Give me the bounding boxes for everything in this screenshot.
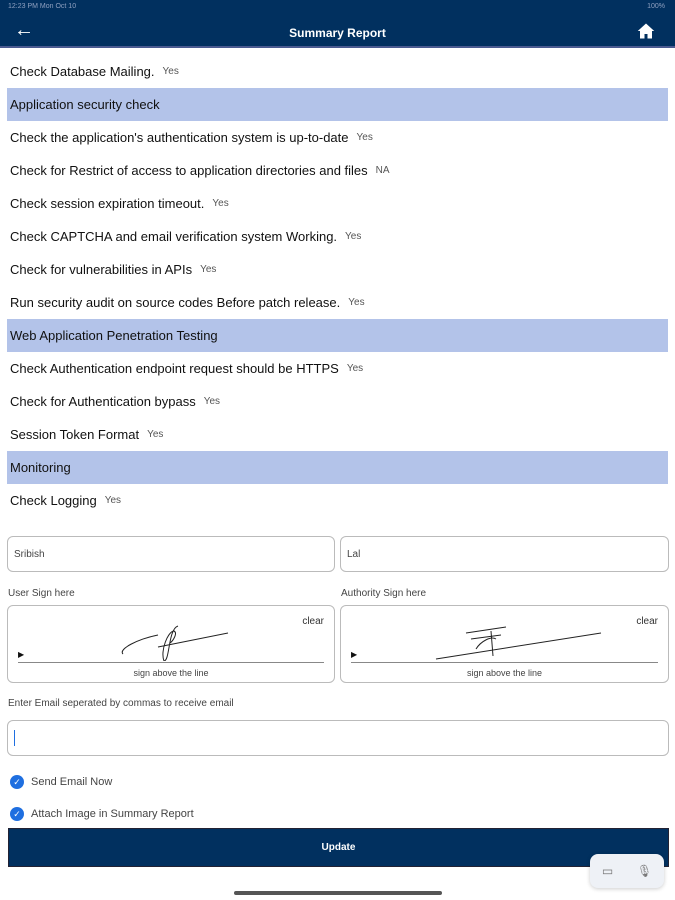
play-arrow-icon: ▶ <box>351 650 358 659</box>
authority-sign-label: Authority Sign here <box>341 588 427 599</box>
keyboard-toolbar <box>590 854 664 888</box>
user-name-value: Sribish <box>14 548 45 560</box>
checklist-item <box>0 352 675 385</box>
status-time: 12:23 PM Mon Oct 10 <box>8 3 77 10</box>
checklist <box>0 55 675 517</box>
text-cursor <box>14 730 15 746</box>
keyboard-icon[interactable]: ▭ <box>601 864 614 878</box>
authority-signature-pad[interactable] <box>340 605 669 683</box>
item-answer: Yes <box>348 297 365 308</box>
item-answer: Yes <box>212 198 229 209</box>
item-text: Session Token Format <box>10 427 140 442</box>
item-text: Check for Restrict of access to application directories and files <box>10 163 368 178</box>
item-answer: NA <box>375 165 390 176</box>
signature-baseline <box>18 662 324 663</box>
update-button[interactable]: Update <box>8 828 669 867</box>
item-answer: Yes <box>203 396 221 407</box>
checkmark-icon: ✓ <box>10 775 24 789</box>
section-header: Web Application Penetration Testing <box>7 319 668 352</box>
checklist-item <box>0 187 675 220</box>
item-answer: Yes <box>162 66 179 77</box>
back-arrow-icon[interactable]: ← <box>14 19 34 41</box>
home-icon[interactable] <box>637 22 655 40</box>
item-text: Check for vulnerabilities in APIs <box>10 262 193 277</box>
checklist-item <box>0 220 675 253</box>
user-name-input[interactable] <box>7 536 335 572</box>
item-answer: Yes <box>147 429 164 440</box>
user-signature-drawing <box>118 621 248 661</box>
item-text: Check CAPTCHA and email verification system Working. <box>10 229 338 244</box>
play-arrow-icon: ▶ <box>18 650 25 659</box>
section-header: Monitoring <box>7 451 668 484</box>
section-header: Application security check <box>7 88 668 121</box>
email-input[interactable] <box>7 720 669 756</box>
checkmark-icon: ✓ <box>10 807 24 821</box>
clear-authority-signature-button[interactable]: clear <box>636 616 658 627</box>
item-text: Check Authentication endpoint request should be HTTPS <box>10 361 339 376</box>
authority-name-value: Lal <box>347 548 361 560</box>
item-answer: Yes <box>200 264 217 275</box>
item-text: Check Logging <box>10 493 97 508</box>
send-email-label: Send Email Now <box>31 776 113 788</box>
checklist-item <box>0 55 675 88</box>
checklist-item <box>0 154 675 187</box>
item-text: Check session expiration timeout. <box>10 196 205 211</box>
item-answer: Yes <box>104 495 122 506</box>
checklist-item <box>0 121 675 154</box>
app-header <box>0 0 675 48</box>
send-email-checkbox[interactable] <box>10 775 112 789</box>
item-text: Check for Authentication bypass <box>10 394 196 409</box>
signature-baseline <box>351 662 658 663</box>
attach-image-label: Attach Image in Summary Report <box>31 808 194 820</box>
attach-image-checkbox[interactable] <box>10 807 194 821</box>
item-text: Check Database Mailing. <box>10 64 155 79</box>
checklist-item <box>0 286 675 319</box>
microphone-icon[interactable]: 🎙 <box>636 864 653 878</box>
item-text: Check the application's authentication system is up-to-date <box>10 130 349 145</box>
checklist-item <box>0 253 675 286</box>
item-answer: Yes <box>346 363 364 374</box>
home-indicator[interactable] <box>234 891 442 895</box>
page-title: Summary Report <box>289 26 386 40</box>
user-sign-label: User Sign here <box>8 588 75 599</box>
checklist-item <box>0 418 675 451</box>
clear-user-signature-button[interactable]: clear <box>302 616 324 627</box>
item-text: Run security audit on source codes Before patch release. <box>10 295 341 310</box>
authority-signature-drawing <box>431 621 611 661</box>
sign-hint: sign above the line <box>466 668 543 678</box>
checklist-item <box>0 484 675 517</box>
sign-hint: sign above the line <box>133 668 209 678</box>
user-signature-pad[interactable] <box>7 605 335 683</box>
email-label: Enter Email seperated by commas to receive email <box>8 698 234 709</box>
checklist-item <box>0 385 675 418</box>
status-battery: 100% <box>647 3 665 10</box>
authority-name-input[interactable] <box>340 536 669 572</box>
item-answer: Yes <box>345 231 362 242</box>
item-answer: Yes <box>356 132 373 143</box>
